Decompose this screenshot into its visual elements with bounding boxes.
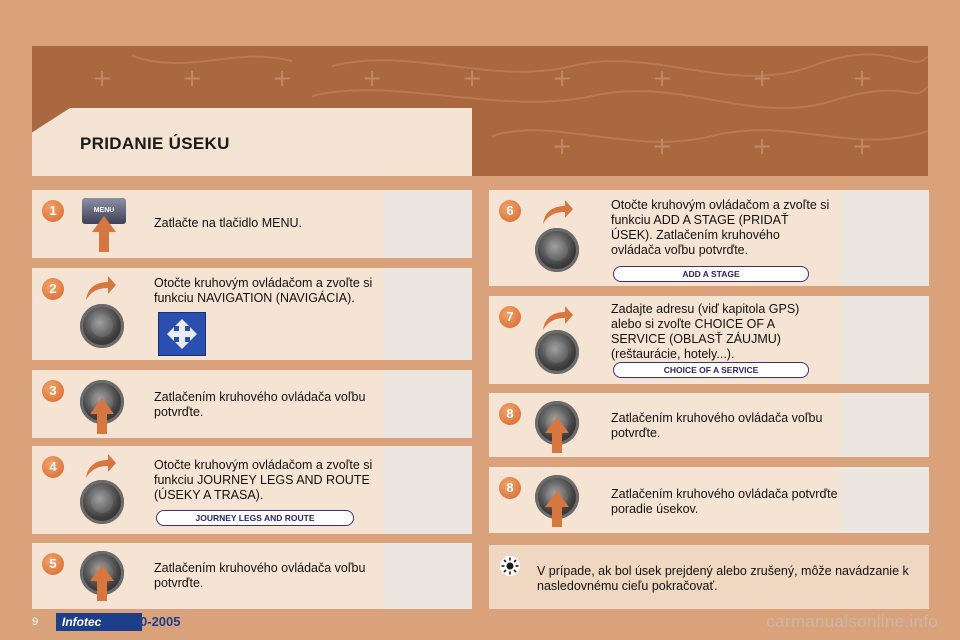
step-text: Zatlačením kruhového ovládača voľbu potvrďte.: [154, 561, 366, 590]
plus-decoration-icon: +: [652, 132, 673, 160]
footer-date: 01-10-2005: [114, 614, 181, 629]
plus-decoration-icon: +: [852, 132, 873, 160]
radio-panel-icon: [841, 467, 929, 533]
note-text: V prípade, ak bol úsek prejdený alebo zrušený, môže navádzanie k nasledovnému cieľu pokračovať.: [537, 564, 909, 593]
journey-legs-pill: JOURNEY LEGS AND ROUTE: [156, 510, 354, 526]
step-text: Zadajte adresu (viď kapitola GPS) alebo si zvoľte CHOICE OF A SERVICE (OBLASŤ ZÁUJMU) (reštaurácie, hotely...).: [611, 302, 800, 361]
add-a-stage-pill: ADD A STAGE: [613, 266, 809, 282]
step-text: Zatlačte na tlačidlo MENU.: [154, 216, 302, 230]
rotary-knob-icon: [535, 330, 579, 374]
step-number-badge: 8: [499, 477, 521, 499]
plus-decoration-icon: +: [462, 64, 483, 92]
radio-panel-icon: [841, 393, 929, 457]
radio-panel-icon: [384, 370, 472, 438]
plus-decoration-icon: +: [552, 64, 573, 92]
step-text: Otočte kruhovým ovládačom a zvoľte si funkciu ADD A STAGE (PRIDAŤ ÚSEK). Zatlačením kruhového ovládača voľbu potvrďte.: [611, 198, 830, 257]
press-arrow-icon: [92, 216, 116, 252]
step-number-badge: 6: [499, 200, 521, 222]
step-card-8: [489, 393, 929, 457]
step-number-badge: 8: [499, 403, 521, 425]
plus-decoration-icon: +: [652, 64, 673, 92]
plus-decoration-icon: +: [272, 64, 293, 92]
page-title: PRIDANIE ÚSEKU: [80, 134, 230, 153]
step-card-4: [32, 446, 472, 534]
watermark: carmanualsonline.info: [766, 612, 938, 631]
rotary-knob-icon: [80, 480, 124, 524]
radio-panel-icon: [384, 446, 472, 534]
press-arrow-icon: [545, 417, 569, 453]
radio-panel-icon: [384, 268, 472, 360]
radio-panel-icon: [384, 543, 472, 609]
infotec-logo: Infotec: [56, 613, 142, 631]
step-text: Zatlačením kruhového ovládača potvrďte poradie úsekov.: [611, 487, 838, 516]
step-number-badge: 4: [42, 456, 64, 478]
rotate-arrow-icon: [539, 198, 575, 226]
step-number-badge: 2: [42, 278, 64, 300]
press-arrow-icon: [90, 565, 114, 601]
step-text: Otočte kruhovým ovládačom a zvoľte si funkciu NAVIGATION (NAVIGÁCIA).: [154, 276, 373, 305]
step-card-6: [489, 190, 929, 286]
plus-decoration-icon: +: [362, 64, 383, 92]
rotary-knob-icon: [80, 304, 124, 348]
step-card-2: [32, 268, 472, 360]
radio-panel-icon: [841, 190, 929, 286]
step-number-badge: 3: [42, 380, 64, 402]
rotate-arrow-icon: [539, 304, 575, 332]
plus-decoration-icon: +: [92, 64, 113, 92]
info-note: [489, 545, 929, 609]
step-card-7: [489, 296, 929, 384]
step-number-badge: 5: [42, 553, 64, 575]
step-text: Zatlačením kruhového ovládača voľbu potvrďte.: [611, 411, 823, 440]
step-text: Zatlačením kruhového ovládača voľbu potvrďte.: [154, 390, 366, 419]
press-arrow-icon: [545, 491, 569, 527]
rotate-arrow-icon: [82, 452, 118, 480]
rotary-knob-icon: [535, 228, 579, 272]
plus-decoration-icon: +: [852, 64, 873, 92]
plus-decoration-icon: +: [752, 64, 773, 92]
navigation-icon: [158, 312, 206, 356]
step-text: Otočte kruhovým ovládačom a zvoľte si funkciu JOURNEY LEGS AND ROUTE (ÚSEKY A TRASA).: [154, 458, 373, 502]
step-card-5: [32, 543, 472, 609]
step-number-badge: 1: [42, 200, 64, 222]
step-card-1: [32, 190, 472, 258]
plus-decoration-icon: +: [552, 132, 573, 160]
step-card-3: [32, 370, 472, 438]
choice-of-service-pill: CHOICE OF A SERVICE: [613, 362, 809, 378]
plus-decoration-icon: +: [752, 132, 773, 160]
radio-panel-icon: [384, 190, 472, 258]
page-number: 9: [32, 616, 39, 628]
plus-decoration-icon: +: [182, 64, 203, 92]
rotate-arrow-icon: [82, 274, 118, 302]
sun-icon: [499, 555, 521, 577]
step-card-8-order: [489, 467, 929, 533]
press-arrow-icon: [90, 398, 114, 434]
radio-panel-icon: [841, 296, 929, 384]
step-number-badge: 7: [499, 306, 521, 328]
menu-button-label: MENU: [93, 207, 115, 214]
